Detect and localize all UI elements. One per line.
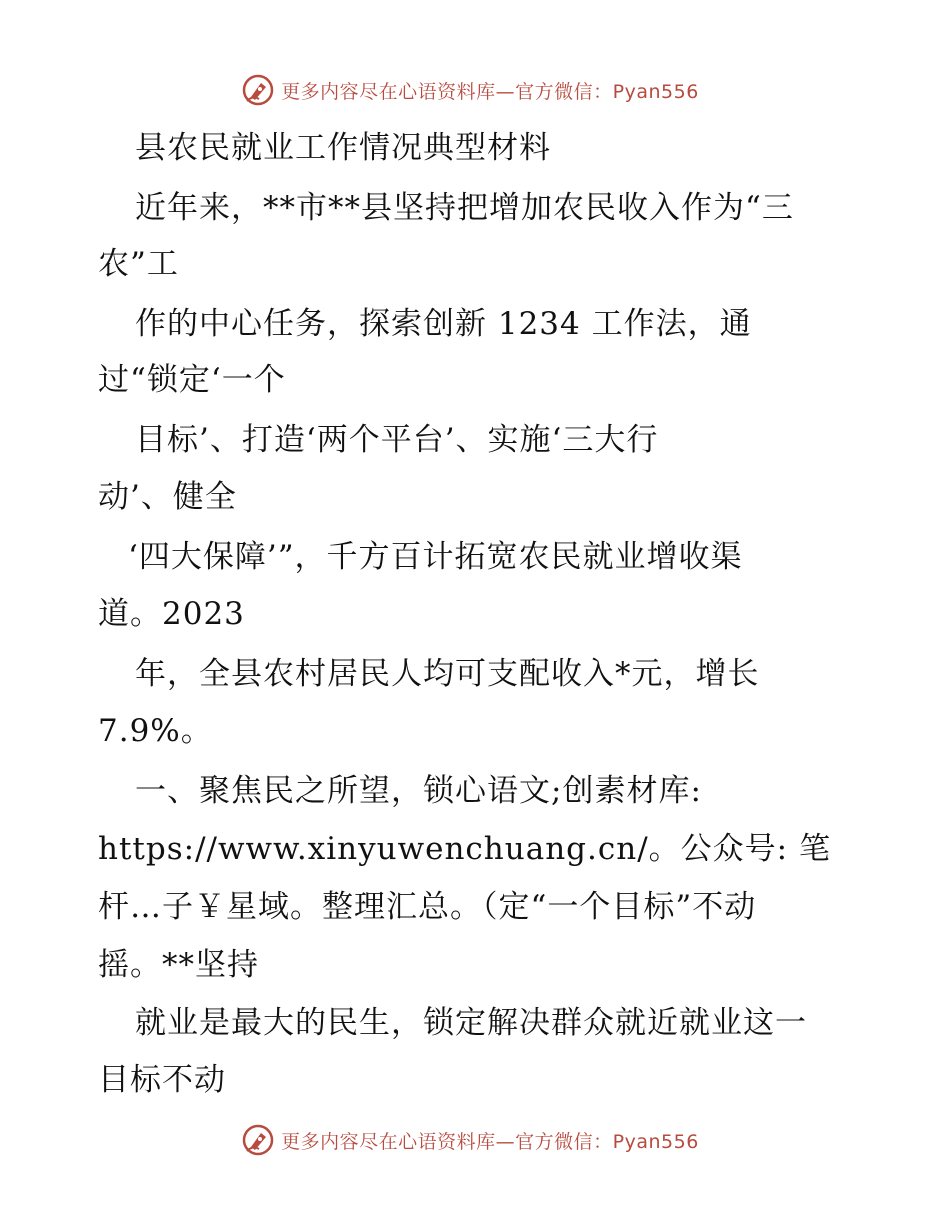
body-line: 杆…子￥星域。整理汇总。（定“一个目标”不动 bbox=[98, 889, 757, 925]
body-line: 就业是最大的民生，锁定解决群众就近就业这一 bbox=[135, 1005, 807, 1041]
watermark-text: 更多内容尽在心语资料库—官方微信：Pyan556 bbox=[281, 80, 699, 103]
footer-watermark bbox=[0, 1120, 950, 1160]
pen-nib-logo-icon bbox=[241, 73, 275, 107]
pen-nib-logo-icon bbox=[241, 1123, 275, 1157]
body-line: ‘四大保障’”，千方百计拓宽农民就业增收渠 bbox=[128, 539, 743, 575]
body-line: 目标不动 bbox=[98, 1062, 226, 1098]
body-line: 7.9%。 bbox=[98, 713, 213, 749]
body-line: 年，全县农村居民人均可支配收入*元，增长 bbox=[135, 656, 760, 692]
body-line: 近年来，**市**县坚持把增加农民收入作为“三 bbox=[135, 190, 794, 226]
body-line: 作的中心任务，探索创新 1234 工作法，通 bbox=[135, 306, 752, 342]
body-line: 动’、健全 bbox=[98, 479, 237, 515]
body-line: 一、聚焦民之所望，锁心语文;创素材库: bbox=[135, 773, 702, 809]
watermark-text: 更多内容尽在心语资料库—官方微信：Pyan556 bbox=[281, 1130, 699, 1153]
body-line: https://www.xinyuwenchuang.cn/。公众号: 笔 bbox=[98, 831, 831, 867]
header-watermark bbox=[0, 70, 950, 110]
body-line: 摇。**坚持 bbox=[98, 947, 259, 983]
body-line: 农”工 bbox=[98, 246, 179, 282]
body-line: 目标’、打造‘两个平台’、实施‘三大行 bbox=[135, 422, 659, 458]
document-title: 县农民就业工作情况典型材料 bbox=[135, 130, 551, 166]
body-line: 过“锁定‘一个 bbox=[98, 362, 286, 398]
body-line: 道。2023 bbox=[98, 596, 245, 632]
